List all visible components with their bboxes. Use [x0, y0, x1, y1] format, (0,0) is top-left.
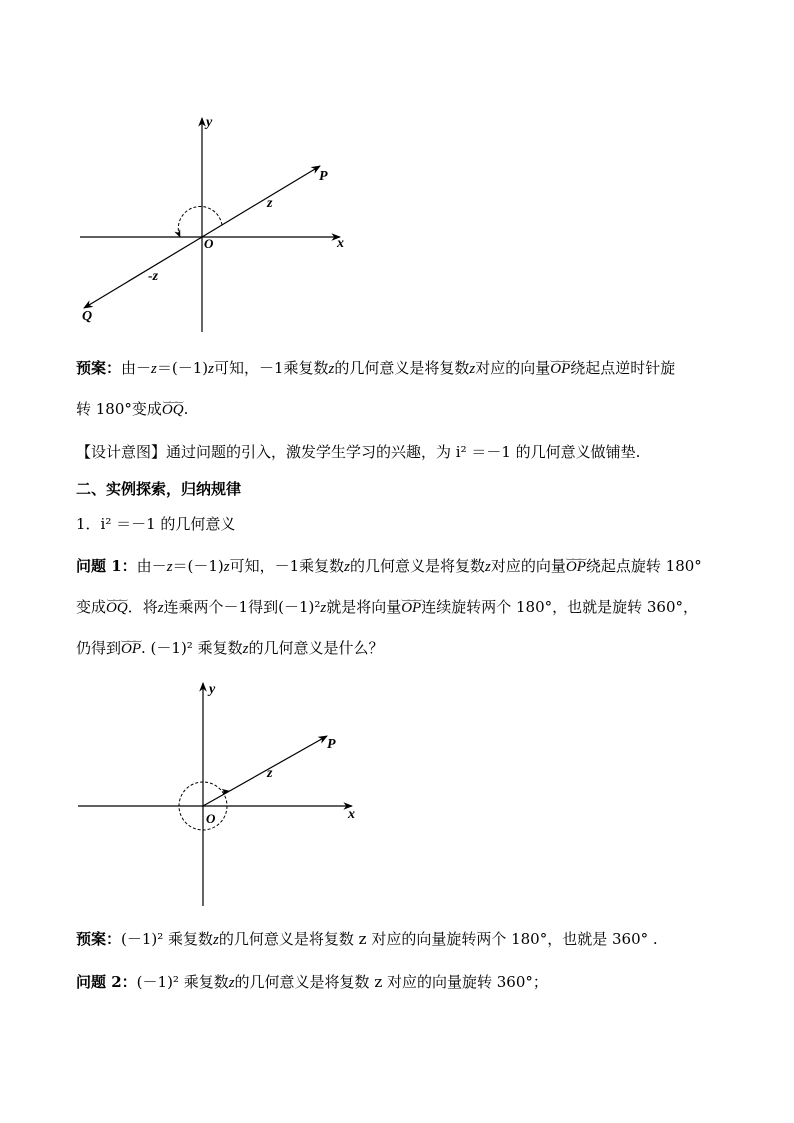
figure-1-complex-plane [70, 110, 370, 340]
rotation-arc [178, 206, 222, 237]
question-2: 问题 2：(－1)² 乘复数z的几何意义是将复数 z 对应的向量旋转 360°； [76, 973, 548, 991]
question-1-line-2: 变成‿‿‿ OQ．将z连乘两个－1得到(－1)²z就是将向量‿‿‿ OP连续旋转两个 180°，也就是旋转 360°， [76, 597, 698, 618]
figure-2-complex-plane [70, 678, 370, 910]
section-2-title: 二、实例探索，归纳规律 [76, 480, 242, 498]
answer-label: 预案： [76, 930, 122, 948]
answer-1-line-1: 预案：由－z＝(－1)z可知，－1乘复数z的几何意义是将复数z对应的向量‿‿‿ OP绕起点逆时针旋 [76, 358, 675, 379]
origin-label: O [204, 236, 214, 251]
answer-label: 预案： [76, 359, 122, 377]
y-axis-label: y [209, 682, 216, 697]
vector-op-notation: ‿‿‿ OP [121, 639, 141, 659]
z-label: z [267, 196, 273, 211]
point-q-label: Q [82, 309, 93, 324]
question-label: 问题 2： [76, 973, 137, 991]
answer-1-line-2: 转 180°变成‿‿‿ OQ. [76, 399, 188, 420]
vector-op-notation: ‿‿‿ OP [401, 598, 421, 618]
question-1-line-1: 问题 1：由－z＝(－1)z可知，－1乘复数z的几何意义是将复数z对应的向量‿‿‿ OP绕起点旋转 180° [76, 556, 702, 577]
question-1-line-3: 仍得到‿‿‿ OP. (－1)² 乘复数z的几何意义是什么？ [76, 638, 383, 659]
origin-label: O [206, 811, 216, 826]
design-intent: 【设计意图】通过问题的引入，激发学生学习的兴趣，为 i² ＝－1 的几何意义做铺垫. [76, 443, 641, 461]
answer-2: 预案：(－1)² 乘复数z的几何意义是将复数 z 对应的向量旋转两个 180°，也就是 360° . [76, 930, 658, 948]
neg-z-label: -z [148, 269, 159, 284]
point-p-label: P [327, 737, 336, 752]
vector-op-notation: ‿‿‿ OP [550, 359, 570, 379]
z-label: z [267, 766, 273, 781]
vector-op-notation: ‿‿‿ OP [566, 557, 586, 577]
x-axis-label: x [348, 807, 355, 822]
x-axis-label: x [337, 236, 344, 251]
vector-oq-notation: ‿‿‿ OQ [162, 400, 184, 420]
item-1-title: 1．i² ＝－1 的几何意义 [76, 515, 236, 533]
point-p-label: P [319, 169, 328, 184]
vector-oq-notation: ‿‿‿ OQ [106, 598, 128, 618]
vector-op [202, 166, 320, 237]
vector-oq [84, 237, 202, 308]
vector-op [203, 736, 327, 806]
y-axis-label: y [206, 115, 213, 130]
question-label: 问题 1： [76, 557, 137, 575]
